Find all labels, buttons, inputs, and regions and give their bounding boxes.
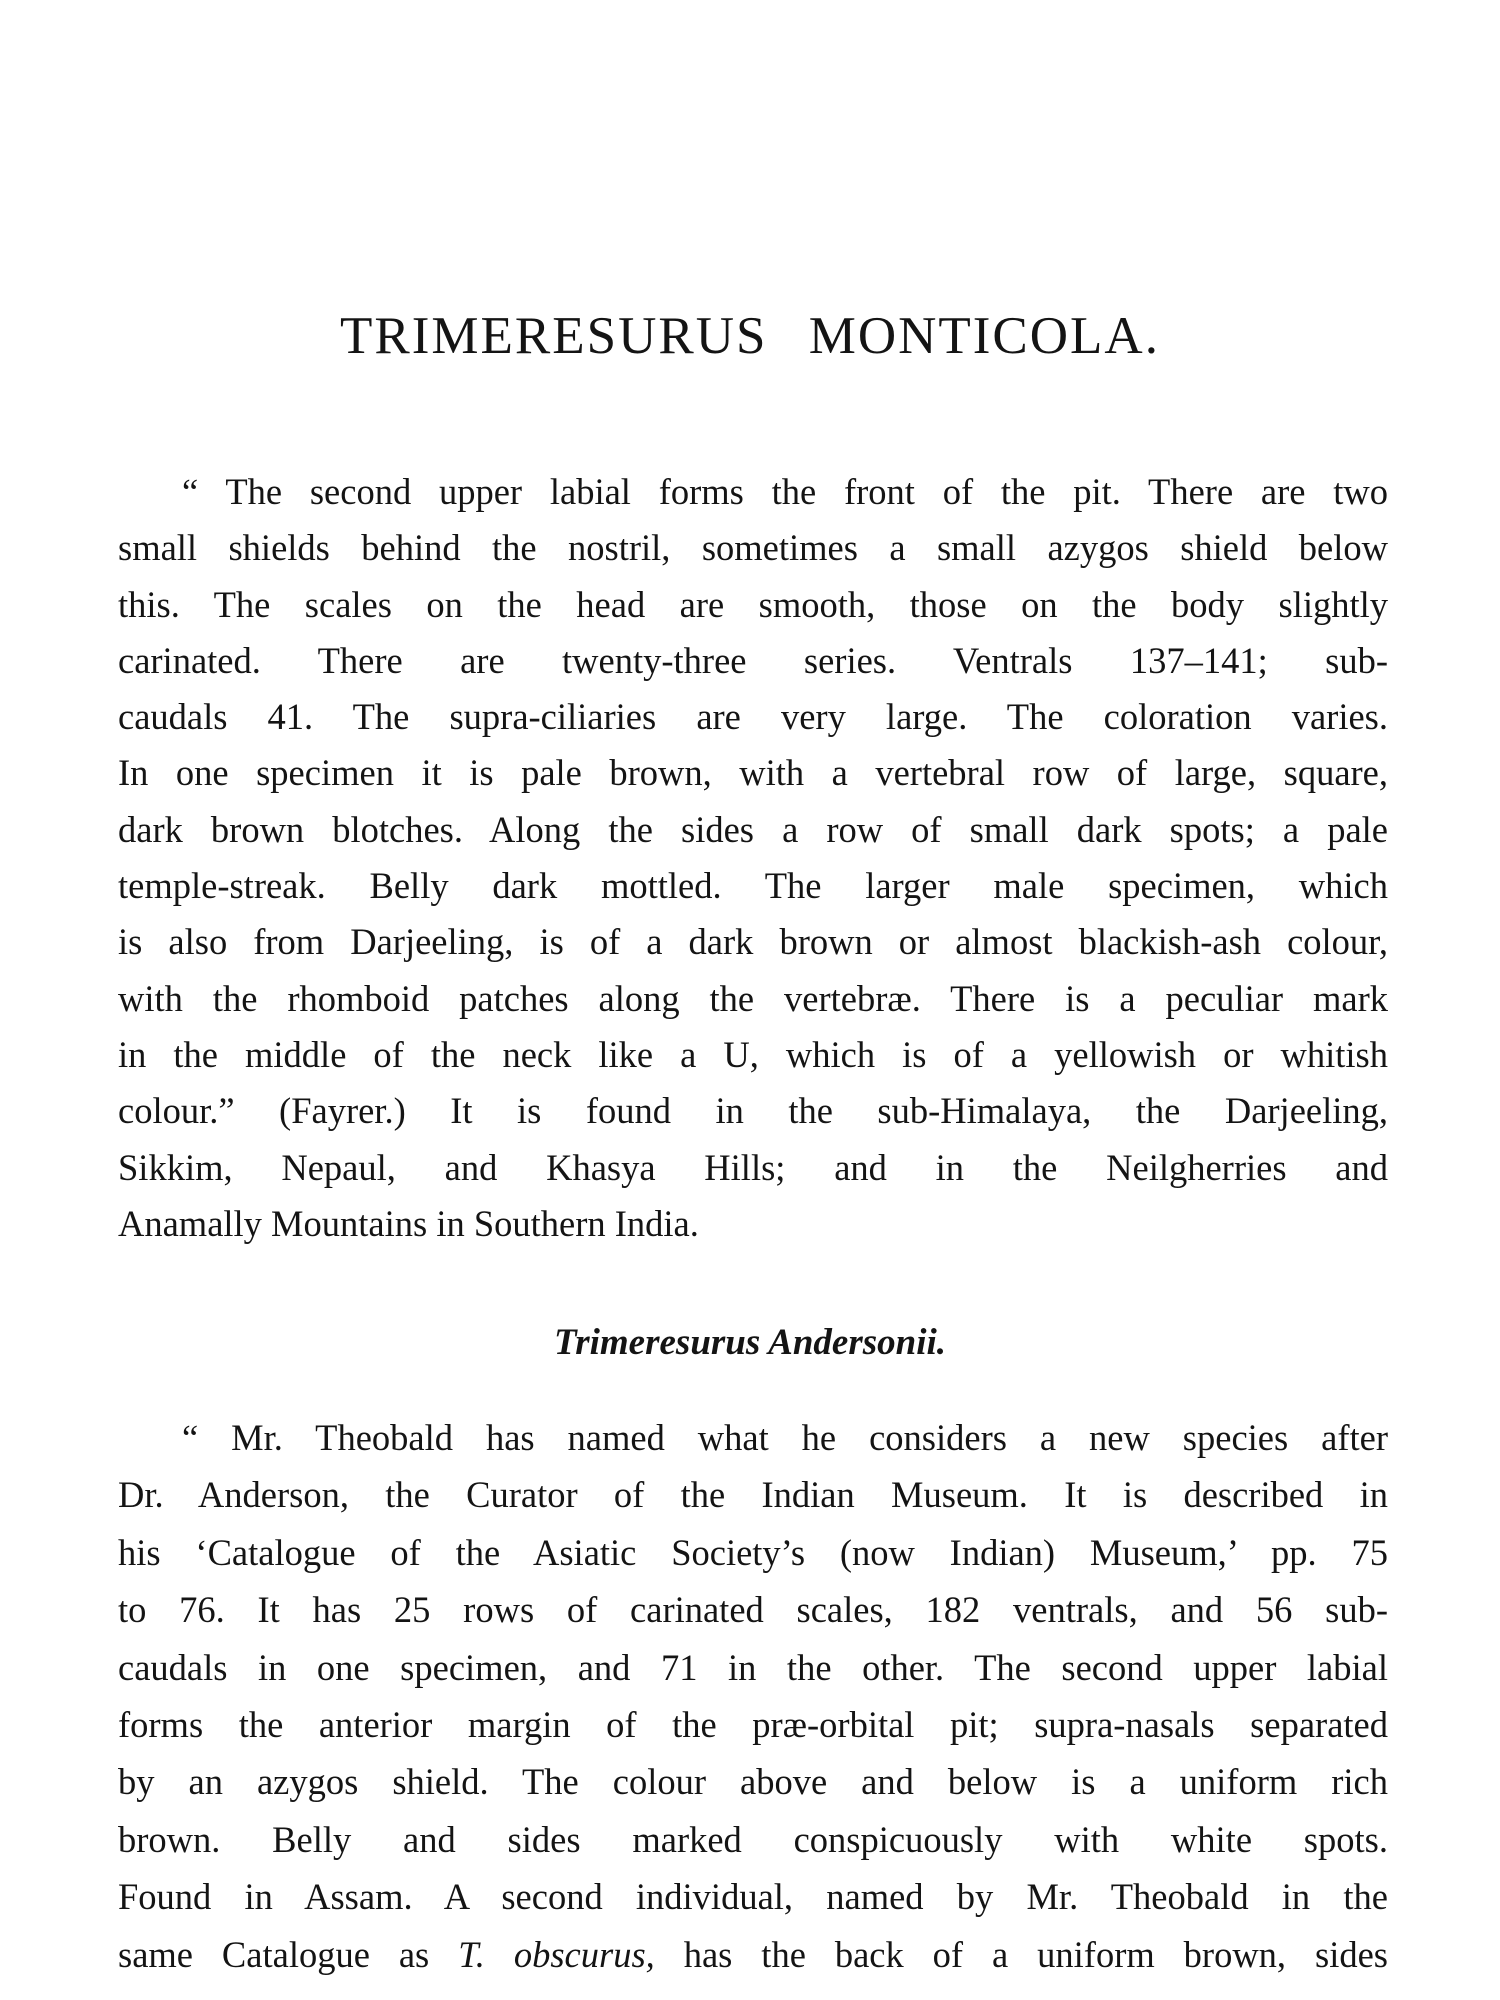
text-line: forms the anterior margin of the præ-orbital pit; supra-nasals separated — [118, 1703, 1388, 1745]
text-line: brown. Belly and sides marked conspicuously with white spots. — [118, 1818, 1388, 1860]
text-line: Sikkim, Nepaul, and Khasya Hills; and in the Neilgherries and — [118, 1146, 1388, 1188]
text-line-final — [118, 1926, 1388, 1983]
text-line: small shields behind the nostril, sometimes a small azygos shield below — [118, 527, 1388, 569]
text-line: caudals in one specimen, and 71 in the other. The second upper labial — [118, 1646, 1388, 1688]
text-line: to 76. It has 25 rows of carinated scales, 182 ventrals, and 56 sub- — [118, 1589, 1388, 1631]
text-line: In one specimen it is pale brown, with a vertebral row of large, square, — [118, 752, 1388, 794]
text-segment: same Catalogue as — [118, 1933, 459, 1975]
text-segment: has the back of a uniform brown, sides — [654, 1933, 1388, 1975]
text-line: in the middle of the neck like a U, which is of a yellowish or whitish — [118, 1033, 1388, 1075]
text-line: “ Mr. Theobald has named what he considers a new species after — [182, 1417, 1388, 1458]
text-line: Found in Assam. A second individual, named by Mr. Theobald in the — [118, 1876, 1388, 1918]
text-line: caudals 41. The supra-ciliaries are very large. The coloration varies. — [118, 696, 1388, 738]
text-line: Dr. Anderson, the Curator of the Indian Museum. It is described in — [118, 1474, 1388, 1516]
page-title: TRIMERESURUS MONTICOLA. — [340, 307, 1160, 365]
text-line: his ‘Catalogue of the Asiatic Society’s (now Indian) Museum,’ pp. 75 — [118, 1531, 1388, 1573]
italic-species-name: T. obscurus, — [458, 1933, 655, 1975]
paragraph-monticola — [118, 464, 1388, 1252]
text-line: this. The scales on the head are smooth, those on the body slightly — [118, 583, 1388, 625]
paragraph-andersonii — [118, 1409, 1388, 1983]
text-line: by an azygos shield. The colour above and below is a uniform rich — [118, 1761, 1388, 1803]
text-line: dark brown blotches. Along the sides a row of small dark spots; a pale — [118, 808, 1388, 850]
text-line: carinated. There are twenty-three series. Ventrals 137–141; sub- — [118, 639, 1388, 681]
section-heading-andersonii: Trimeresurus Andersonii. — [553, 1322, 947, 1363]
text-line: “ The second upper labial forms the front of the pit. There are two — [182, 471, 1388, 512]
text-line: colour.” (Fayrer.) It is found in the sub-Himalaya, the Darjeeling, — [118, 1090, 1388, 1132]
text-line: is also from Darjeeling, is of a dark brown or almost blackish-ash colour, — [118, 921, 1388, 963]
text-line: temple-streak. Belly dark mottled. The larger male specimen, which — [118, 865, 1388, 907]
text-line: Anamally Mountains in Southern India. — [118, 1202, 699, 1244]
text-line: with the rhomboid patches along the vertebræ. There is a peculiar mark — [118, 977, 1388, 1019]
